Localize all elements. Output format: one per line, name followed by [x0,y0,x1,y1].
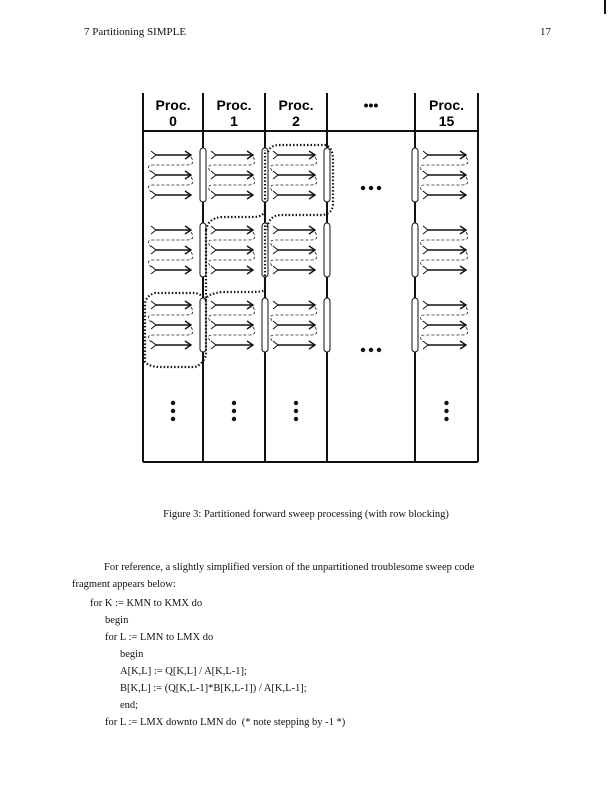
row-arrow-tail [423,226,428,234]
boundary-buffer [412,298,418,352]
row-arrow-tail [273,171,278,179]
code-line: for L := LMN to LMX do [105,632,214,643]
continuation-dot [171,409,175,413]
paragraph-line-1: For reference, a slightly simplified version of the unpartitioned troublesome sweep code [104,562,475,573]
row-arrow-tail [273,266,278,274]
row-return-path [148,232,192,247]
ellipsis-dot [369,348,373,352]
row-arrow-tail [211,191,216,199]
row-arrow-tail [423,246,428,254]
running-header: 7 Partitioning SIMPLE [84,26,187,38]
row-arrow-tail [273,301,278,309]
row-return-path [148,177,192,192]
ellipsis-dot [361,348,365,352]
boundary-buffer [412,223,418,277]
code-line: begin [105,615,129,626]
ellipsis-dot [377,186,381,190]
page-number: 17 [540,26,551,38]
column-header-number: 0 [169,113,177,129]
column-header: Proc. [155,97,191,113]
row-arrow-tail [211,321,216,329]
wavefront-outline [267,145,333,230]
ellipsis-dot [369,186,373,190]
row-arrow-tail [423,171,428,179]
row-return-path [148,157,192,172]
boundary-buffer [412,148,418,202]
row-arrow-tail [151,301,156,309]
row-arrow-tail [211,266,216,274]
code-line: begin [120,649,144,660]
figure-caption: Figure 3: Partitioned forward sweep processing (with row blocking) [163,509,449,520]
row-arrow-tail [211,171,216,179]
boundary-buffer [324,298,330,352]
row-arrow-tail [423,341,428,349]
row-arrow-tail [273,151,278,159]
row-arrow-tail [273,246,278,254]
row-arrow-tail [151,266,156,274]
column-header-number: 15 [438,113,455,129]
row-arrow-tail [211,246,216,254]
continuation-dot [294,401,298,405]
row-arrow-tail [423,191,428,199]
column-header: Proc. [216,97,252,113]
row-arrow-tail [151,321,156,329]
row-return-path [148,307,192,322]
continuation-dot [171,417,175,421]
row-arrow-tail [423,301,428,309]
continuation-dot [444,401,448,405]
row-arrow-tail [273,226,278,234]
ellipsis-dot [361,186,365,190]
code-line: end; [120,700,139,711]
code-line: for L := LMX downto LMN do (* note stepping by -1 *) [105,717,346,728]
row-arrow-tail [423,266,428,274]
row-arrow-tail [151,191,156,199]
row-arrow-tail [423,321,428,329]
row-arrow-tail [151,171,156,179]
continuation-dot [444,409,448,413]
row-return-path [148,252,192,267]
row-arrow-tail [151,246,156,254]
code-line: for K := KMN to KMX do [90,598,203,609]
continuation-dot [294,417,298,421]
row-arrow-tail [273,341,278,349]
row-arrow-tail [273,321,278,329]
ellipsis-dot [377,348,381,352]
column-header-number: 2 [292,113,300,129]
paragraph-line-2: fragment appears below: [72,579,176,590]
continuation-dot [232,409,236,413]
continuation-dot [294,409,298,413]
row-arrow-tail [151,151,156,159]
column-header: Proc. [278,97,314,113]
continuation-dot [232,401,236,405]
row-arrow-tail [211,301,216,309]
row-arrow-tail [211,151,216,159]
wavefront-outline [206,150,265,300]
continuation-dot [171,401,175,405]
column-header: Proc. [428,97,465,113]
row-arrow-tail [151,226,156,234]
code-line: B[K,L] := (Q[K,L-1]*B[K,L-1]) / A[K,L-1]; [120,683,307,694]
boundary-buffer [200,148,206,202]
code-line: A[K,L] := Q[K,L] / A[K,L-1]; [120,666,247,677]
boundary-buffer [324,148,330,202]
boundary-buffer [324,223,330,277]
continuation-dot [444,417,448,421]
row-return-path [148,327,192,342]
row-arrow-tail [423,151,428,159]
row-arrow-tail [273,191,278,199]
row-arrow-tail [211,341,216,349]
column-header: ••• [363,97,379,113]
row-arrow-tail [211,226,216,234]
boundary-buffer [262,298,268,352]
continuation-dot [232,417,236,421]
column-header-number: 1 [230,113,238,129]
row-arrow-tail [151,341,156,349]
